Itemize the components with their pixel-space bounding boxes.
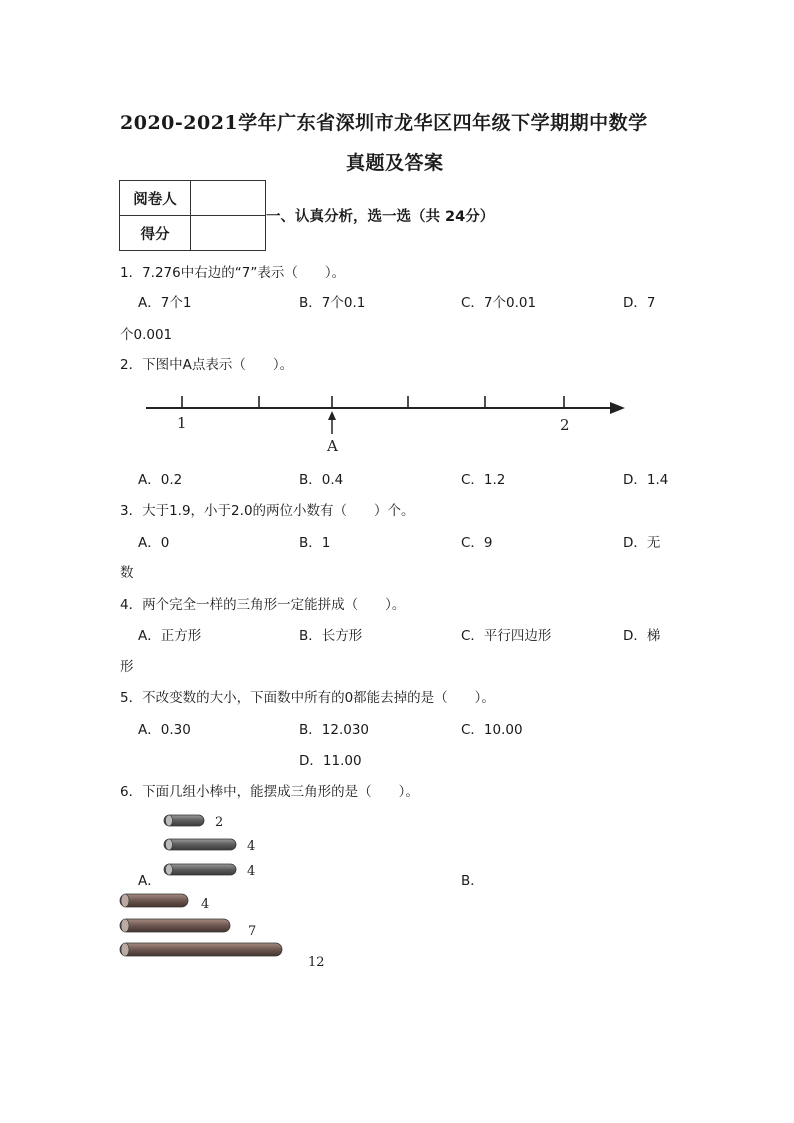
question-1-option-d-wrap: 个0.001 bbox=[120, 327, 173, 343]
stick-b3-label: 12 bbox=[308, 955, 325, 970]
point-a-label: A bbox=[327, 437, 338, 455]
question-6-option-b: B． bbox=[461, 873, 484, 889]
number-line-start-label: 1 bbox=[177, 414, 187, 432]
stick-b2-label: 7 bbox=[248, 924, 257, 939]
question-5-option-b: B．12.030 bbox=[299, 722, 369, 738]
question-4-option-b: B．长方形 bbox=[299, 628, 363, 644]
question-5-stem: 5．不改变数的大小，下面数中所有的0都能去掉的是（ ）。 bbox=[120, 690, 495, 706]
question-2-option-c: C．1.2 bbox=[461, 472, 506, 488]
stick-group-a bbox=[158, 810, 278, 882]
question-2-option-b: B．0.4 bbox=[299, 472, 344, 488]
grader-label: 阅卷人 bbox=[120, 181, 191, 216]
stick-b1-label: 4 bbox=[201, 897, 210, 912]
stick-a2 bbox=[164, 839, 236, 850]
number-line-figure bbox=[140, 390, 640, 456]
question-3-option-c: C．9 bbox=[461, 535, 493, 551]
stick-group-b bbox=[116, 888, 336, 972]
score-label: 得分 bbox=[120, 216, 191, 251]
question-1-option-a: A．7个1 bbox=[138, 295, 192, 311]
stick-a1-label: 2 bbox=[215, 815, 224, 830]
stick-b3 bbox=[120, 943, 282, 956]
score-cell bbox=[191, 216, 266, 251]
point-a-arrowhead bbox=[328, 411, 336, 420]
question-2-stem: 2．下图中A点表示（ ）。 bbox=[120, 357, 294, 373]
question-1-option-b: B．7个0.1 bbox=[299, 295, 366, 311]
question-1-stem: 1．7.276中右边的“7”表示（ ）。 bbox=[120, 265, 346, 281]
stick-a1-end bbox=[166, 815, 173, 826]
stick-a2-end bbox=[166, 839, 173, 850]
stick-a3-label: 4 bbox=[247, 864, 256, 879]
question-4-option-d: D．梯 bbox=[623, 628, 661, 644]
question-5-option-d: D．11.00 bbox=[299, 753, 362, 769]
number-line-end-label: 2 bbox=[560, 416, 570, 434]
section-heading: 一、认真分析，选一选（共 24分） bbox=[266, 209, 495, 225]
stick-b2 bbox=[120, 919, 230, 932]
stick-b1-end bbox=[121, 894, 129, 907]
question-5-option-c: C．10.00 bbox=[461, 722, 523, 738]
question-3-option-d-wrap: 数 bbox=[120, 565, 134, 581]
question-4-option-d-wrap: 形 bbox=[120, 659, 134, 675]
question-3-option-b: B．1 bbox=[299, 535, 331, 551]
number-line-arrowhead bbox=[610, 402, 625, 414]
stick-a2-label: 4 bbox=[247, 839, 256, 854]
question-2-option-d: D．1.4 bbox=[623, 472, 669, 488]
question-2-option-a: A．0.2 bbox=[138, 472, 183, 488]
stick-b1 bbox=[120, 894, 188, 907]
question-1-option-c: C．7个0.01 bbox=[461, 295, 537, 311]
stick-a3-end bbox=[166, 864, 173, 875]
question-6-option-a: A． bbox=[138, 873, 161, 889]
score-table bbox=[119, 180, 266, 251]
question-4-option-c: C．平行四边形 bbox=[461, 628, 552, 644]
page-title-line1: 2020-2021学年广东省深圳市龙华区四年级下学期期中数学 bbox=[120, 112, 648, 134]
question-3-option-a: A．0 bbox=[138, 535, 170, 551]
stick-a3 bbox=[164, 864, 236, 875]
question-1-option-d: D．7 bbox=[623, 295, 656, 311]
question-4-option-a: A．正方形 bbox=[138, 628, 202, 644]
question-3-option-d: D．无 bbox=[623, 535, 661, 551]
question-4-stem: 4．两个完全一样的三角形一定能拼成（ ）。 bbox=[120, 597, 406, 613]
grader-cell bbox=[191, 181, 266, 216]
page-title-line2: 真题及答案 bbox=[346, 152, 444, 174]
question-5-option-a: A．0.30 bbox=[138, 722, 191, 738]
question-3-stem: 3．大于1.9，小于2.0的两位小数有（ ）个。 bbox=[120, 503, 415, 519]
stick-b3-end bbox=[121, 943, 129, 956]
stick-b2-end bbox=[121, 919, 129, 932]
question-6-stem: 6．下面几组小棒中，能摆成三角形的是（ ）。 bbox=[120, 784, 419, 800]
